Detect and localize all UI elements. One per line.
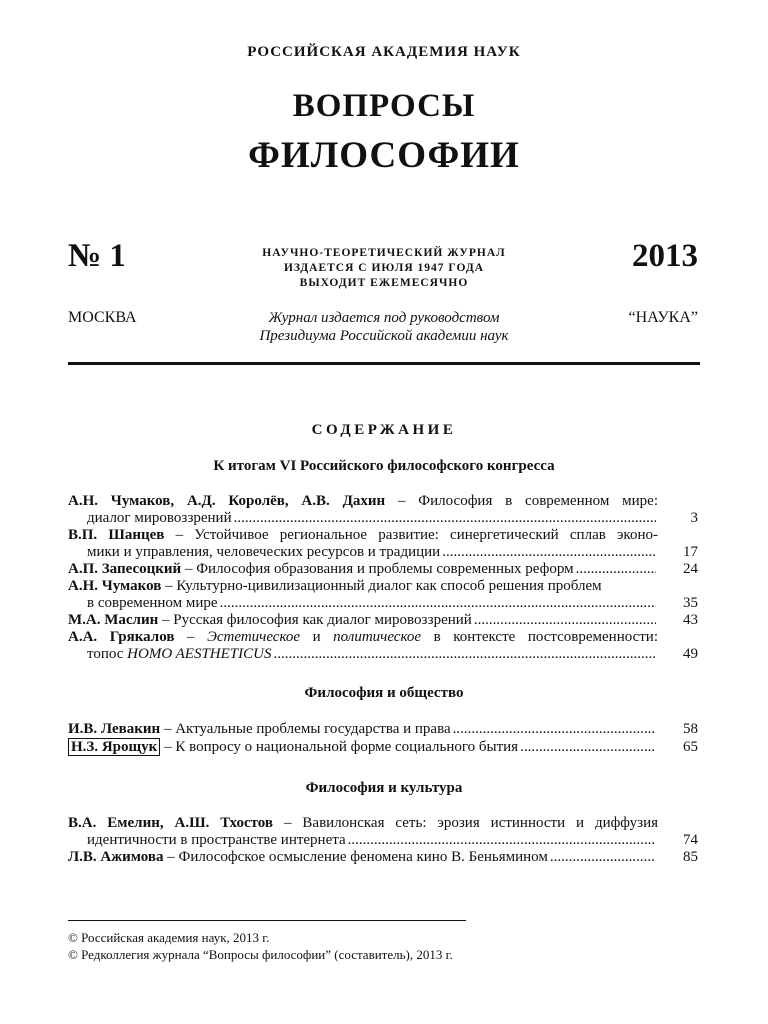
entry-authors: В.П. Шанцев: [68, 527, 165, 543]
leader-dots: [453, 721, 656, 738]
toc-entry[interactable]: [68, 493, 698, 527]
entry-title-cont: идентичности в пространстве интернета: [87, 832, 346, 848]
entry-authors: А.Н. Чумаков: [68, 578, 162, 594]
organization-name: РОССИЙСКАЯ АКАДЕМИЯ НАУК: [247, 44, 521, 60]
toc-entry[interactable]: [68, 629, 698, 663]
entry-title: – Философия в современном мире:: [385, 493, 659, 509]
leader-dots: [474, 612, 656, 629]
entry-title: – К вопросу о национальной форме социального бытия: [160, 739, 519, 755]
toc-entry[interactable]: [68, 815, 698, 849]
section-title: К итогам VI Российского философского конгресса: [213, 458, 555, 474]
entry-authors: М.А. Маслин: [68, 612, 159, 628]
copyright-line2: © Редколлегия журнала “Вопросы философии” (составитель), 2013 г.: [68, 947, 453, 962]
toc-entry[interactable]: [68, 578, 698, 612]
entry-authors: А.Н. Чумаков, А.Д. Королёв, А.В. Дахин: [68, 493, 386, 509]
entry-title-italic: политическое: [333, 629, 422, 645]
entry-title: – Философское осмысление феномена кино В. Беньямином: [163, 849, 548, 865]
entry-page: 17: [683, 544, 698, 560]
auspices-line1: Журнал издается под руководством: [268, 310, 500, 326]
entry-authors: А.П. Запесоцкий: [68, 561, 182, 577]
journal-type: НАУЧНО-ТЕОРЕТИЧЕСКИЙ ЖУРНАЛ: [262, 247, 506, 259]
journal-title-line1: ВОПРОСЫ: [292, 88, 476, 124]
toc-entry[interactable]: [68, 849, 698, 866]
entry-page: 35: [683, 595, 698, 611]
journal-title-line2: ФИЛОСОФИИ: [248, 135, 520, 176]
entry-authors: А.А. Грякалов: [68, 629, 175, 645]
entry-title-italic: HOMO AESTHETICUS: [127, 646, 272, 662]
entry-title: – Вавилонская сеть: эрозия истинности и диффузия: [273, 815, 658, 831]
leader-dots: [234, 510, 656, 527]
publisher: “НАУКА”: [628, 309, 698, 326]
issue-year: 2013: [632, 238, 698, 274]
entry-title-part: в контексте постсовременности:: [421, 629, 659, 645]
leader-dots: [442, 544, 656, 561]
toc-entry[interactable]: [68, 527, 698, 561]
contents-title: СОДЕРЖАНИЕ: [311, 422, 457, 438]
entry-title: – Культурно-цивилизационный диалог как способ решения проблем: [161, 578, 602, 594]
footnote-divider: [68, 920, 466, 921]
city: МОСКВА: [68, 309, 137, 326]
entry-page: 3: [690, 510, 698, 526]
entry-title-cont: диалог мировоззрений: [87, 510, 232, 526]
leader-dots: [348, 832, 656, 849]
entry-page: 74: [683, 832, 698, 848]
leader-dots: [550, 849, 656, 866]
section-title: Философия и культура: [305, 780, 463, 796]
entry-page: 49: [683, 646, 698, 662]
entry-title: – Русская философия как диалог мировоззрений: [158, 612, 472, 628]
leader-dots: [273, 646, 656, 663]
entry-title: – Устойчивое региональное развитие: синергетический сплав эконо-: [164, 527, 658, 543]
entry-page: 43: [683, 612, 698, 628]
entry-title-part: и: [300, 629, 334, 645]
entry-title: – Актуальные проблемы государства и права: [160, 721, 451, 737]
auspices-line2: Президиума Российской академии наук: [259, 328, 509, 344]
section-title: Философия и общество: [304, 685, 464, 701]
entry-title-cont: в современном мире: [87, 595, 218, 611]
published-since: ИЗДАЕТСЯ С ИЮЛЯ 1947 ГОДА: [283, 262, 485, 274]
toc-entry[interactable]: [68, 721, 698, 738]
entry-authors: И.В. Левакин: [68, 721, 161, 737]
entry-title: – Философия образования и проблемы современных реформ: [181, 561, 574, 577]
toc-entry[interactable]: [68, 561, 698, 578]
entry-authors-highlighted: Н.З. Ярощук: [68, 738, 160, 756]
leader-dots: [220, 595, 656, 612]
entry-title-cont: мики и управления, человеческих ресурсов и традиции: [87, 544, 441, 560]
entry-title-part: –: [174, 629, 208, 645]
entry-title-italic: Эстетическое: [207, 629, 301, 645]
toc-entry[interactable]: [68, 612, 698, 629]
copyright-line1: © Российская академия наук, 2013 г.: [68, 930, 270, 945]
entry-page: 24: [683, 561, 698, 577]
header-divider: [68, 362, 700, 365]
entry-authors: Л.В. Ажимова: [68, 849, 164, 865]
leader-dots: [520, 739, 656, 756]
leader-dots: [576, 561, 656, 578]
frequency: ВЫХОДИТ ЕЖЕМЕСЯЧНО: [299, 277, 469, 289]
entry-page: 65: [683, 739, 698, 755]
entry-title-part: топос: [87, 646, 128, 662]
toc-entry[interactable]: [68, 739, 698, 756]
entry-page: 85: [683, 849, 698, 865]
entry-authors: В.А. Емелин, А.Ш. Тхостов: [68, 815, 274, 831]
entry-page: 58: [683, 721, 698, 737]
issue-number: № 1: [68, 238, 126, 274]
